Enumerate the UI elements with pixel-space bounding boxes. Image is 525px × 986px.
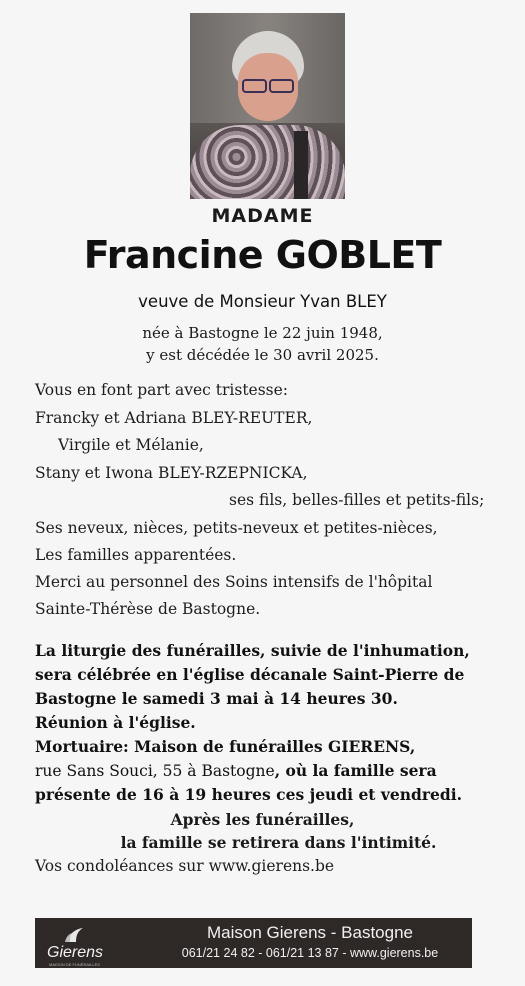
after-funeral-line: Après les funérailles, (170, 810, 355, 829)
ceremony-line: Réunion à l'église. (35, 713, 196, 732)
portrait-photo (190, 13, 345, 199)
deceased-name: Francine GOBLET (83, 233, 442, 277)
funeral-home-banner (35, 918, 472, 968)
condolences-line: Vos condoléances sur www.gierens.be (35, 857, 335, 875)
funeral-home-name: Maison Gierens - Bastogne (207, 923, 413, 942)
family-line: Les familles apparentées. (35, 546, 237, 564)
family-intro: Vous en font part avec tristesse: (35, 381, 289, 399)
ceremony-line: sera célébrée en l'église décanale Saint-Pierre de (35, 665, 465, 684)
dates-block (0, 322, 525, 366)
ceremony-line: La liturgie des funérailles, suivie de l'inhumation, (35, 641, 470, 660)
logo-subtitle: MAISON DE FUNÉRAILLES (49, 962, 100, 967)
mortuary-line: Mortuaire: Maison de funérailles GIERENS, (35, 737, 416, 756)
thanks-line: Sainte-Thérèse de Bastogne. (35, 600, 261, 618)
logo-mark-icon (63, 926, 85, 944)
family-line: Stany et Iwona BLEY-RZEPNICKA, (35, 464, 308, 482)
ceremony-line: Bastogne le samedi 3 mai à 14 heures 30. (35, 689, 398, 708)
mortuary-address: rue Sans Souci, 55 à Bastogne (35, 762, 275, 780)
family-line: ses fils, belles-filles et petits-fils; (229, 491, 485, 509)
mortuary-note: , où la famille sera (274, 761, 437, 780)
after-funeral-line: la famille se retirera dans l'intimité. (120, 833, 437, 852)
widow-line: veuve de Monsieur Yvan BLEY (138, 292, 387, 311)
family-line: Francky et Adriana BLEY-REUTER, (35, 409, 313, 427)
family-line: Ses neveux, nièces, petits-neveux et petites-nièces, (35, 519, 438, 537)
gierens-logo (47, 924, 117, 967)
funeral-home-contact: 061/21 24 82 - 061/21 13 87 - www.gierens.be (181, 946, 439, 960)
thanks-line: Merci au personnel des Soins intensifs de l'hôpital (35, 573, 433, 591)
honorific: MADAME (211, 205, 314, 227)
death-line: y est décédée le 30 avril 2025. (146, 346, 379, 364)
visiting-hours: présente de 16 à 19 heures ces jeudi et vendredi. (35, 785, 462, 804)
birth-line: née à Bastogne le 22 juin 1948, (142, 324, 383, 342)
family-line: Virgile et Mélanie, (58, 436, 204, 454)
mortuary-address-line (35, 761, 437, 780)
logo-text: Gierens (47, 944, 104, 961)
